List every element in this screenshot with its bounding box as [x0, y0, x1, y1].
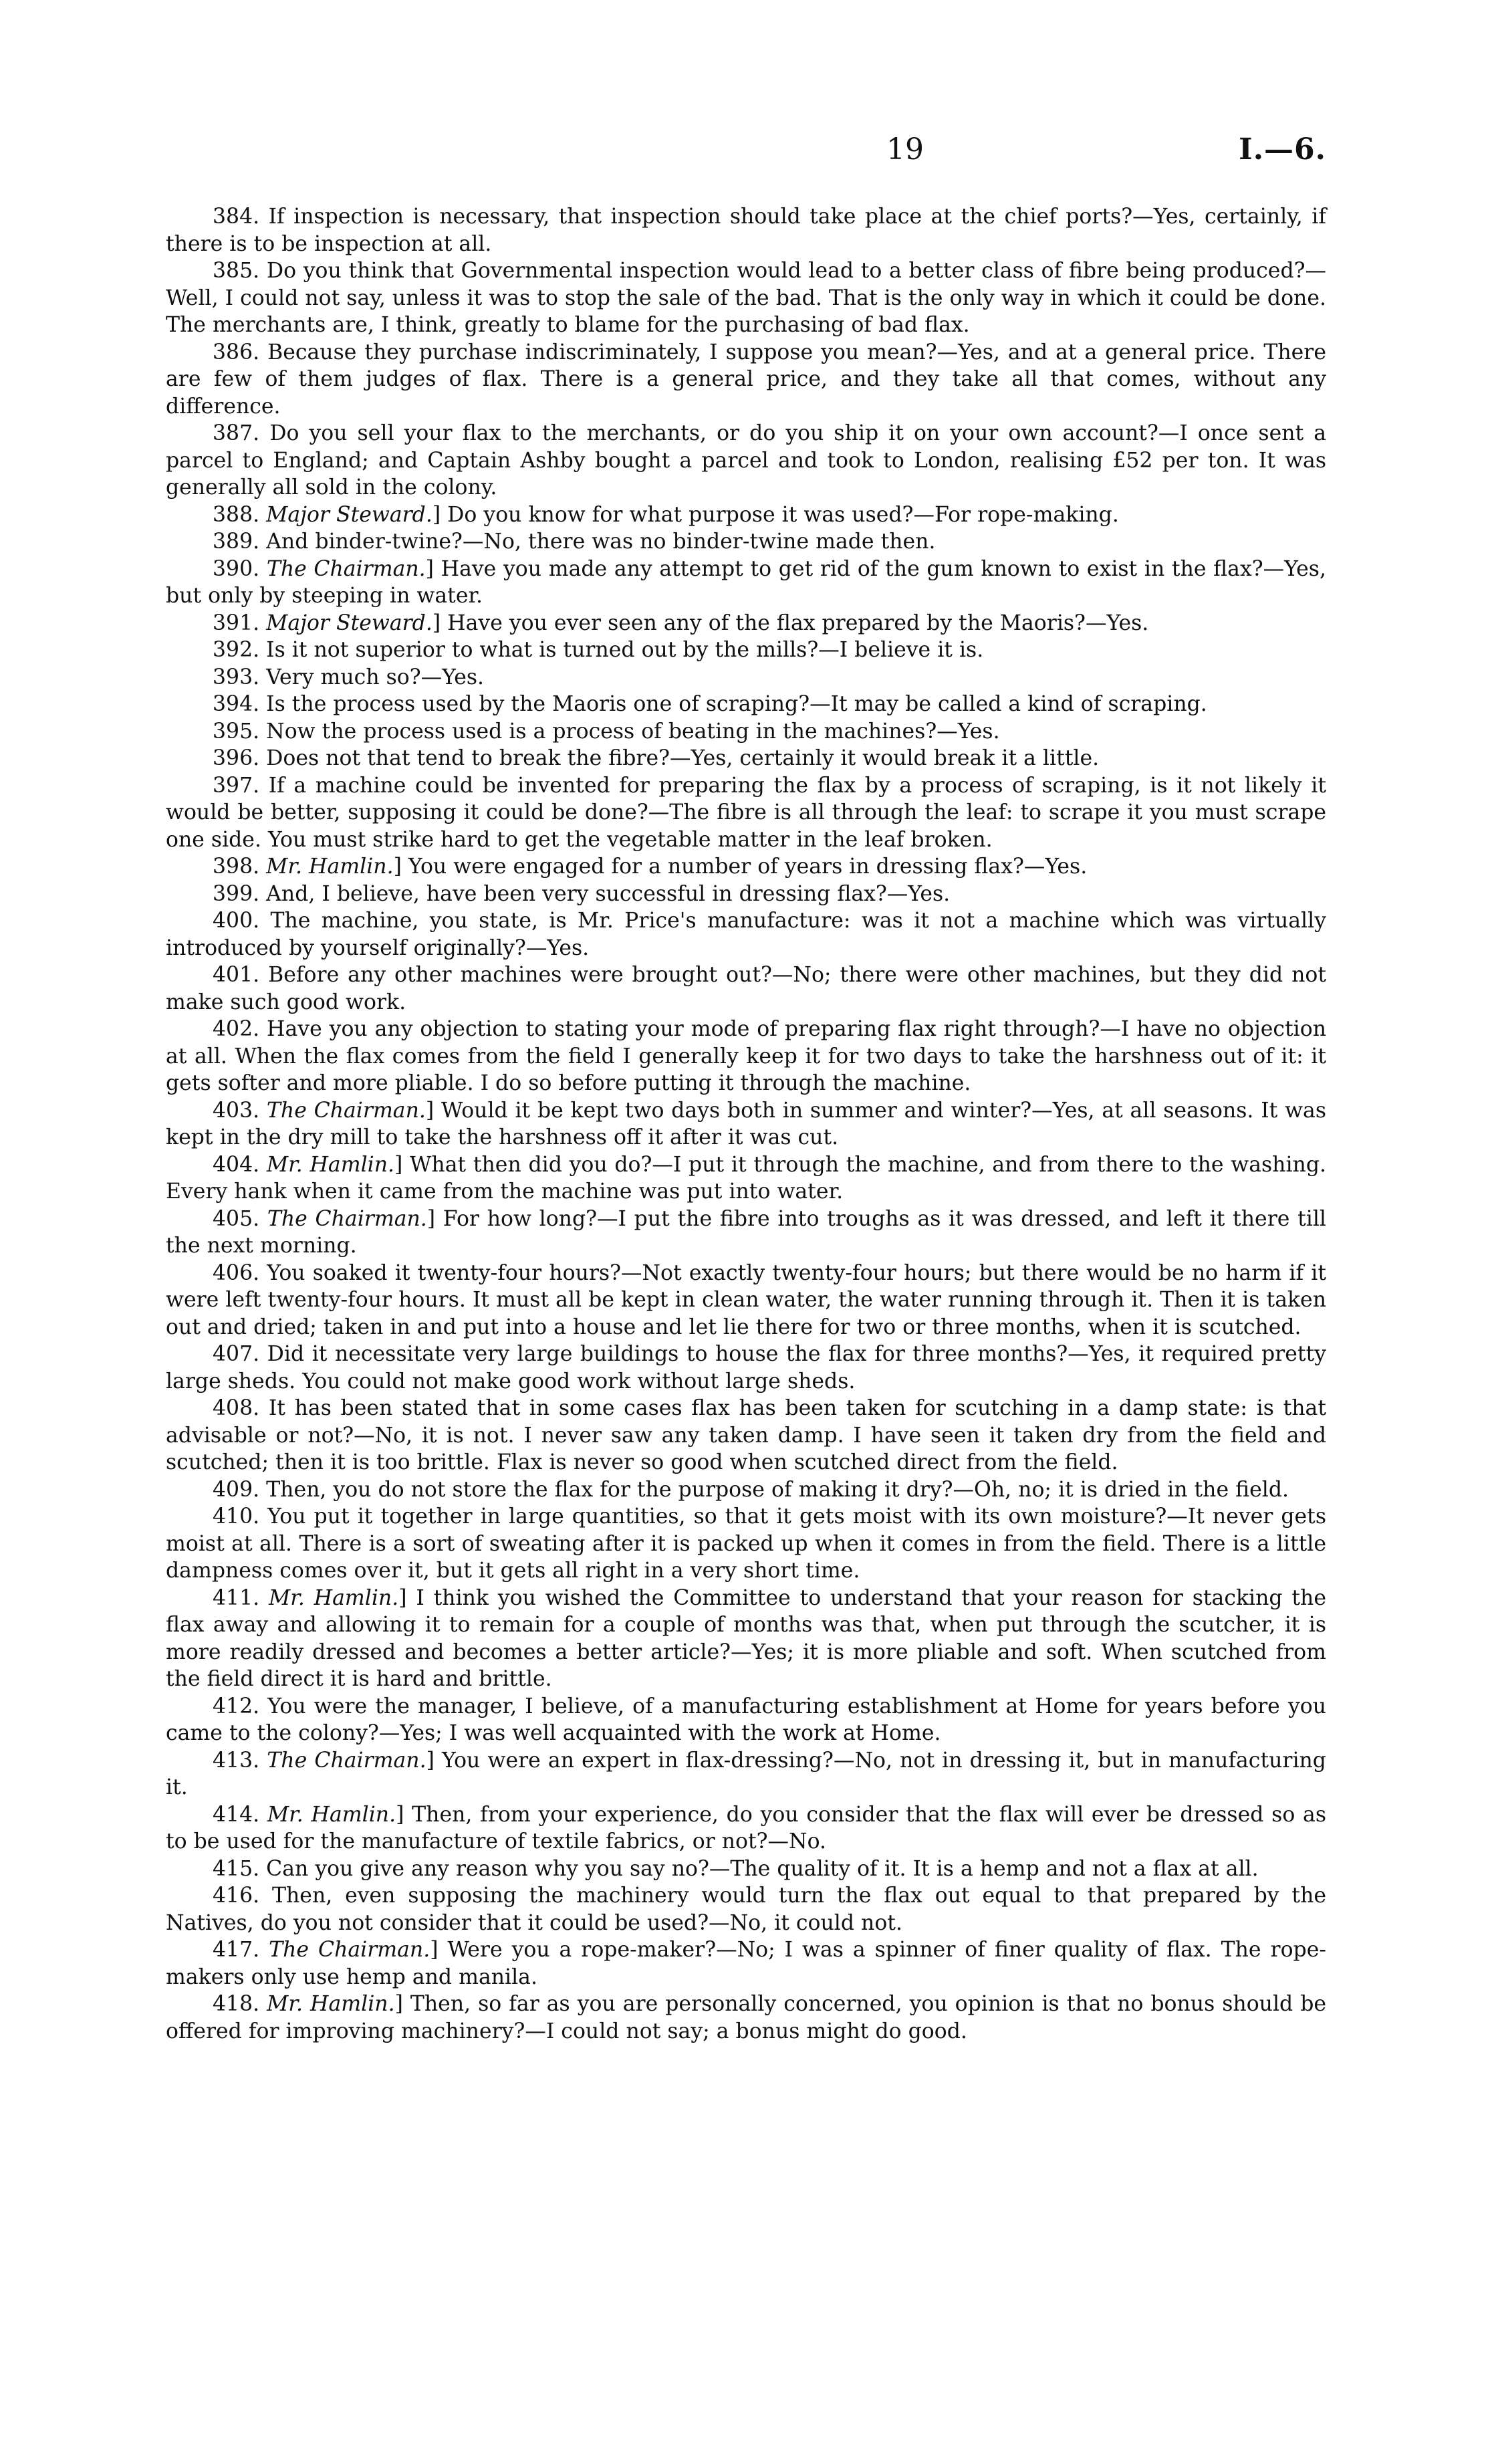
testimony-paragraph [166, 420, 1326, 501]
testimony-paragraph [166, 528, 1326, 556]
testimony-text: Is the process used by the Maoris one of scraping?—It may be called a kind of scraping. [259, 692, 1207, 716]
question-number: 416. [213, 1884, 260, 1908]
testimony-paragraph [166, 718, 1326, 746]
testimony-text: ] For how long?—I put the fibre into troughs as it was dressed, and left it there till the next morning. [166, 1206, 1326, 1258]
question-number: 408. [213, 1396, 260, 1420]
testimony-paragraph [166, 691, 1326, 718]
question-number: 398. [213, 855, 260, 879]
speaker-name: Major Steward. [266, 502, 432, 527]
testimony-text: ] Then, from your experience, do you consider that the flax will ever be dressed so as to be used for the manufacture of textile fabrics, or not?—No. [166, 1802, 1326, 1854]
speaker-name: The Chairman. [266, 1098, 426, 1123]
testimony-text: Is it not superior to what is turned out by the mills?—I believe it is. [259, 638, 984, 662]
speaker-name: Mr. Hamlin. [266, 1152, 395, 1177]
question-number: 417. [213, 1938, 260, 1962]
testimony-paragraph [166, 745, 1326, 772]
testimony-text: And, I believe, have been very successful in dressing flax?—Yes. [259, 881, 951, 906]
testimony-body [166, 203, 1326, 2045]
page-header [166, 132, 1326, 173]
testimony-paragraph [166, 1206, 1326, 1260]
testimony-text: ] Do you know for what purpose it was used?—For rope-making. [432, 502, 1119, 527]
testimony-paragraph [166, 881, 1326, 908]
question-number: 388. [213, 502, 260, 527]
testimony-text: ] Would it be kept two days both in summer and winter?—Yes, at all seasons. It was kept in the dry mill to take the harshness off it after it was cut. [166, 1098, 1326, 1149]
speaker-name: Mr. Hamlin. [266, 855, 394, 879]
question-number: 406. [213, 1260, 260, 1285]
question-number: 396. [213, 746, 260, 770]
speaker-name: Mr. Hamlin. [267, 1802, 396, 1827]
testimony-text: Now the process used is a process of beating in the machines?—Yes. [259, 719, 1000, 744]
testimony-paragraph [166, 610, 1326, 637]
testimony-text: You were the manager, I believe, of a manufacturing establishment at Home for years before you came to the colony?—Yes; I was well acquainted with the work at Home. [166, 1694, 1326, 1745]
testimony-paragraph [166, 203, 1326, 257]
speaker-name: The Chairman. [267, 1206, 427, 1231]
testimony-paragraph [166, 1476, 1326, 1504]
testimony-text: ] Have you ever seen any of the flax prepared by the Maoris?—Yes. [432, 610, 1149, 635]
testimony-text: Did it necessitate very large buildings to house the flax for three months?—Yes, it required pretty large sheds. You could not make good work without large sheds. [166, 1342, 1326, 1393]
testimony-text: Have you any objection to stating your mode of preparing flax right through?—I have no objection at all. When the flax comes from the field I generally keep it for two days to take the harshness out of it: it gets softer and more pliable. I do so before putting it through the machine. [166, 1017, 1326, 1095]
testimony-paragraph [166, 853, 1326, 881]
testimony-paragraph [166, 1260, 1326, 1341]
testimony-text: Does not that tend to break the fibre?—Yes, certainly it would break it a little. [259, 746, 1100, 770]
question-number: 384. [213, 205, 260, 229]
testimony-paragraph [166, 1801, 1326, 1856]
question-number: 413. [213, 1748, 260, 1773]
question-number: 418. [213, 1992, 260, 2016]
testimony-text: You put it together in large quantities, so that it gets moist with its own moisture?—It never gets moist at all. There is a sort of sweating after it is packed up when it comes in from the field. There is a little dampness comes over it, but it gets all right in a very short time. [166, 1504, 1326, 1583]
testimony-text: ] What then did you do?—I put it through the machine, and from there to the washing. Every hank when it came from the machine was put into water. [166, 1152, 1326, 1204]
testimony-paragraph [166, 1856, 1326, 1883]
question-number: 405. [213, 1206, 260, 1231]
testimony-paragraph [166, 772, 1326, 854]
testimony-text: ] Then, so far as you are personally concerned, you opinion is that no bonus should be offered for improving machinery?—I could not say; a bonus might do good. [166, 1992, 1326, 2043]
question-number: 401. [213, 963, 260, 987]
testimony-text: If inspection is necessary, that inspection should take place at the chief ports?—Yes, certainly, if there is to be inspection at all. [166, 205, 1326, 256]
question-number: 415. [213, 1856, 260, 1881]
question-number: 399. [213, 881, 260, 906]
question-number: 402. [213, 1017, 260, 1041]
question-number: 410. [213, 1504, 260, 1529]
testimony-text: You soaked it twenty-four hours?—Not exactly twenty-four hours; but there would be no harm if it were left twenty-four hours. It must all be kept in clean water, the water running through it. Then it is taken out and dried; taken in and put into a house and let lie there for two or three months, when it is scutched. [166, 1260, 1326, 1339]
document-reference: I.—6. [1239, 132, 1326, 166]
question-number: 387. [213, 421, 260, 445]
testimony-text: Because they purchase indiscriminately, I suppose you mean?—Yes, and at a general price. There are few of them judges of flax. There is a general price, and they take all that comes, without any difference. [166, 340, 1326, 419]
question-number: 407. [213, 1342, 260, 1366]
testimony-text: The machine, you state, is Mr. Price's manufacture: was it not a machine which was virtually introduced by yourself originally?—Yes. [166, 909, 1326, 960]
testimony-text: ] You were an expert in flax-dressing?—No, not in dressing it, but in manufacturing it. [166, 1748, 1326, 1799]
testimony-paragraph [166, 1341, 1326, 1395]
testimony-paragraph [166, 501, 1326, 529]
question-number: 394. [213, 692, 260, 716]
testimony-paragraph [166, 1936, 1326, 1991]
question-number: 395. [213, 719, 260, 744]
question-number: 392. [213, 638, 260, 662]
testimony-paragraph [166, 637, 1326, 664]
testimony-text: ] Have you made any attempt to get rid of the gum known to exist in the flax?—Yes, but only by steeping in water. [166, 556, 1326, 608]
testimony-text: ] You were engaged for a number of years in dressing flax?—Yes. [393, 855, 1088, 879]
testimony-text: Before any other machines were brought out?—No; there were other machines, but they did not make such good work. [166, 963, 1326, 1014]
question-number: 409. [213, 1477, 260, 1502]
testimony-text: Then, you do not store the flax for the purpose of making it dry?—Oh, no; it is dried in the field. [259, 1477, 1289, 1502]
question-number: 414. [213, 1802, 260, 1827]
testimony-paragraph [166, 1395, 1326, 1476]
speaker-name: Major Steward. [266, 610, 432, 635]
testimony-paragraph [166, 962, 1326, 1016]
question-number: 412. [213, 1694, 260, 1718]
testimony-paragraph [166, 1151, 1326, 1206]
question-number: 393. [213, 665, 260, 689]
speaker-name: The Chairman. [269, 1938, 430, 1962]
testimony-text: ] I think you wished the Committee to understand that your reason for stacking the flax away and allowing it to remain for a couple of months was that, when put through the scutcher, it is more readily dressed and becomes a better article?—Yes; it is more pliable and soft. When scutched from the field direct it is hard and brittle. [166, 1585, 1326, 1691]
testimony-paragraph [166, 907, 1326, 962]
testimony-paragraph [166, 1693, 1326, 1747]
testimony-text: And binder-twine?—No, there was no binder-twine made then. [259, 530, 936, 554]
testimony-text: Then, even supposing the machinery would turn the flax out equal to that prepared by the Natives, do you not consider that it could be used?—No, it could not. [166, 1884, 1326, 1935]
page-number: 19 [886, 132, 924, 166]
question-number: 397. [213, 773, 260, 798]
testimony-paragraph [166, 664, 1326, 691]
testimony-text: Can you give any reason why you say no?—The quality of it. It is a hemp and not a flax at all. [259, 1856, 1259, 1881]
question-number: 411. [213, 1585, 260, 1610]
testimony-text: It has been stated that in some cases flax has been taken for scutching in a damp state: is that advisable or not?—No, it is not. I never saw any taken damp. I have seen it taken dry from the field and scutched; then it is too brittle. Flax is never so good when scutched direct from the field. [166, 1396, 1326, 1474]
speaker-name: The Chairman. [266, 556, 426, 581]
testimony-paragraph [166, 1991, 1326, 2045]
testimony-paragraph [166, 339, 1326, 421]
testimony-paragraph [166, 556, 1326, 610]
question-number: 385. [213, 259, 260, 283]
question-number: 391. [213, 610, 260, 635]
testimony-paragraph [166, 1016, 1326, 1097]
speaker-name: Mr. Hamlin. [268, 1585, 399, 1610]
question-number: 386. [213, 340, 260, 364]
testimony-paragraph [166, 1882, 1326, 1936]
speaker-name: Mr. Hamlin. [267, 1992, 395, 2016]
speaker-name: The Chairman. [267, 1748, 426, 1773]
question-number: 390. [213, 556, 260, 581]
testimony-paragraph [166, 1097, 1326, 1151]
question-number: 404. [213, 1152, 260, 1177]
testimony-text: Do you sell your flax to the merchants, or do you ship it on your own account?—I once sent a parcel to England; and Captain Ashby bought a parcel and took to London, realising £52 per ton. It was generally all sold in the colony. [166, 421, 1326, 499]
testimony-text: If a machine could be invented for preparing the flax by a process of scraping, is it not likely it would be better, supposing it could be done?—The fibre is all through the leaf: to scrape it you must scrape one side. You must strike hard to get the vegetable matter in the leaf broken. [166, 773, 1326, 852]
question-number: 403. [213, 1098, 260, 1123]
testimony-paragraph [166, 1503, 1326, 1585]
testimony-text: Very much so?—Yes. [259, 665, 485, 689]
question-number: 389. [213, 530, 260, 554]
testimony-paragraph [166, 257, 1326, 339]
testimony-paragraph [166, 1585, 1326, 1693]
testimony-text: Do you think that Governmental inspection would lead to a better class of fibre being produced?—Well, I could not say, unless it was to stop the sale of the bad. That is the only way in which it could be done. The merchants are, I think, greatly to blame for the purchasing of bad flax. [166, 259, 1326, 337]
testimony-text: ] Were you a rope-maker?—No; I was a spinner of finer quality of flax. The rope-makers only use hemp and manila. [166, 1938, 1326, 1989]
testimony-paragraph [166, 1747, 1326, 1801]
question-number: 400. [213, 909, 260, 933]
